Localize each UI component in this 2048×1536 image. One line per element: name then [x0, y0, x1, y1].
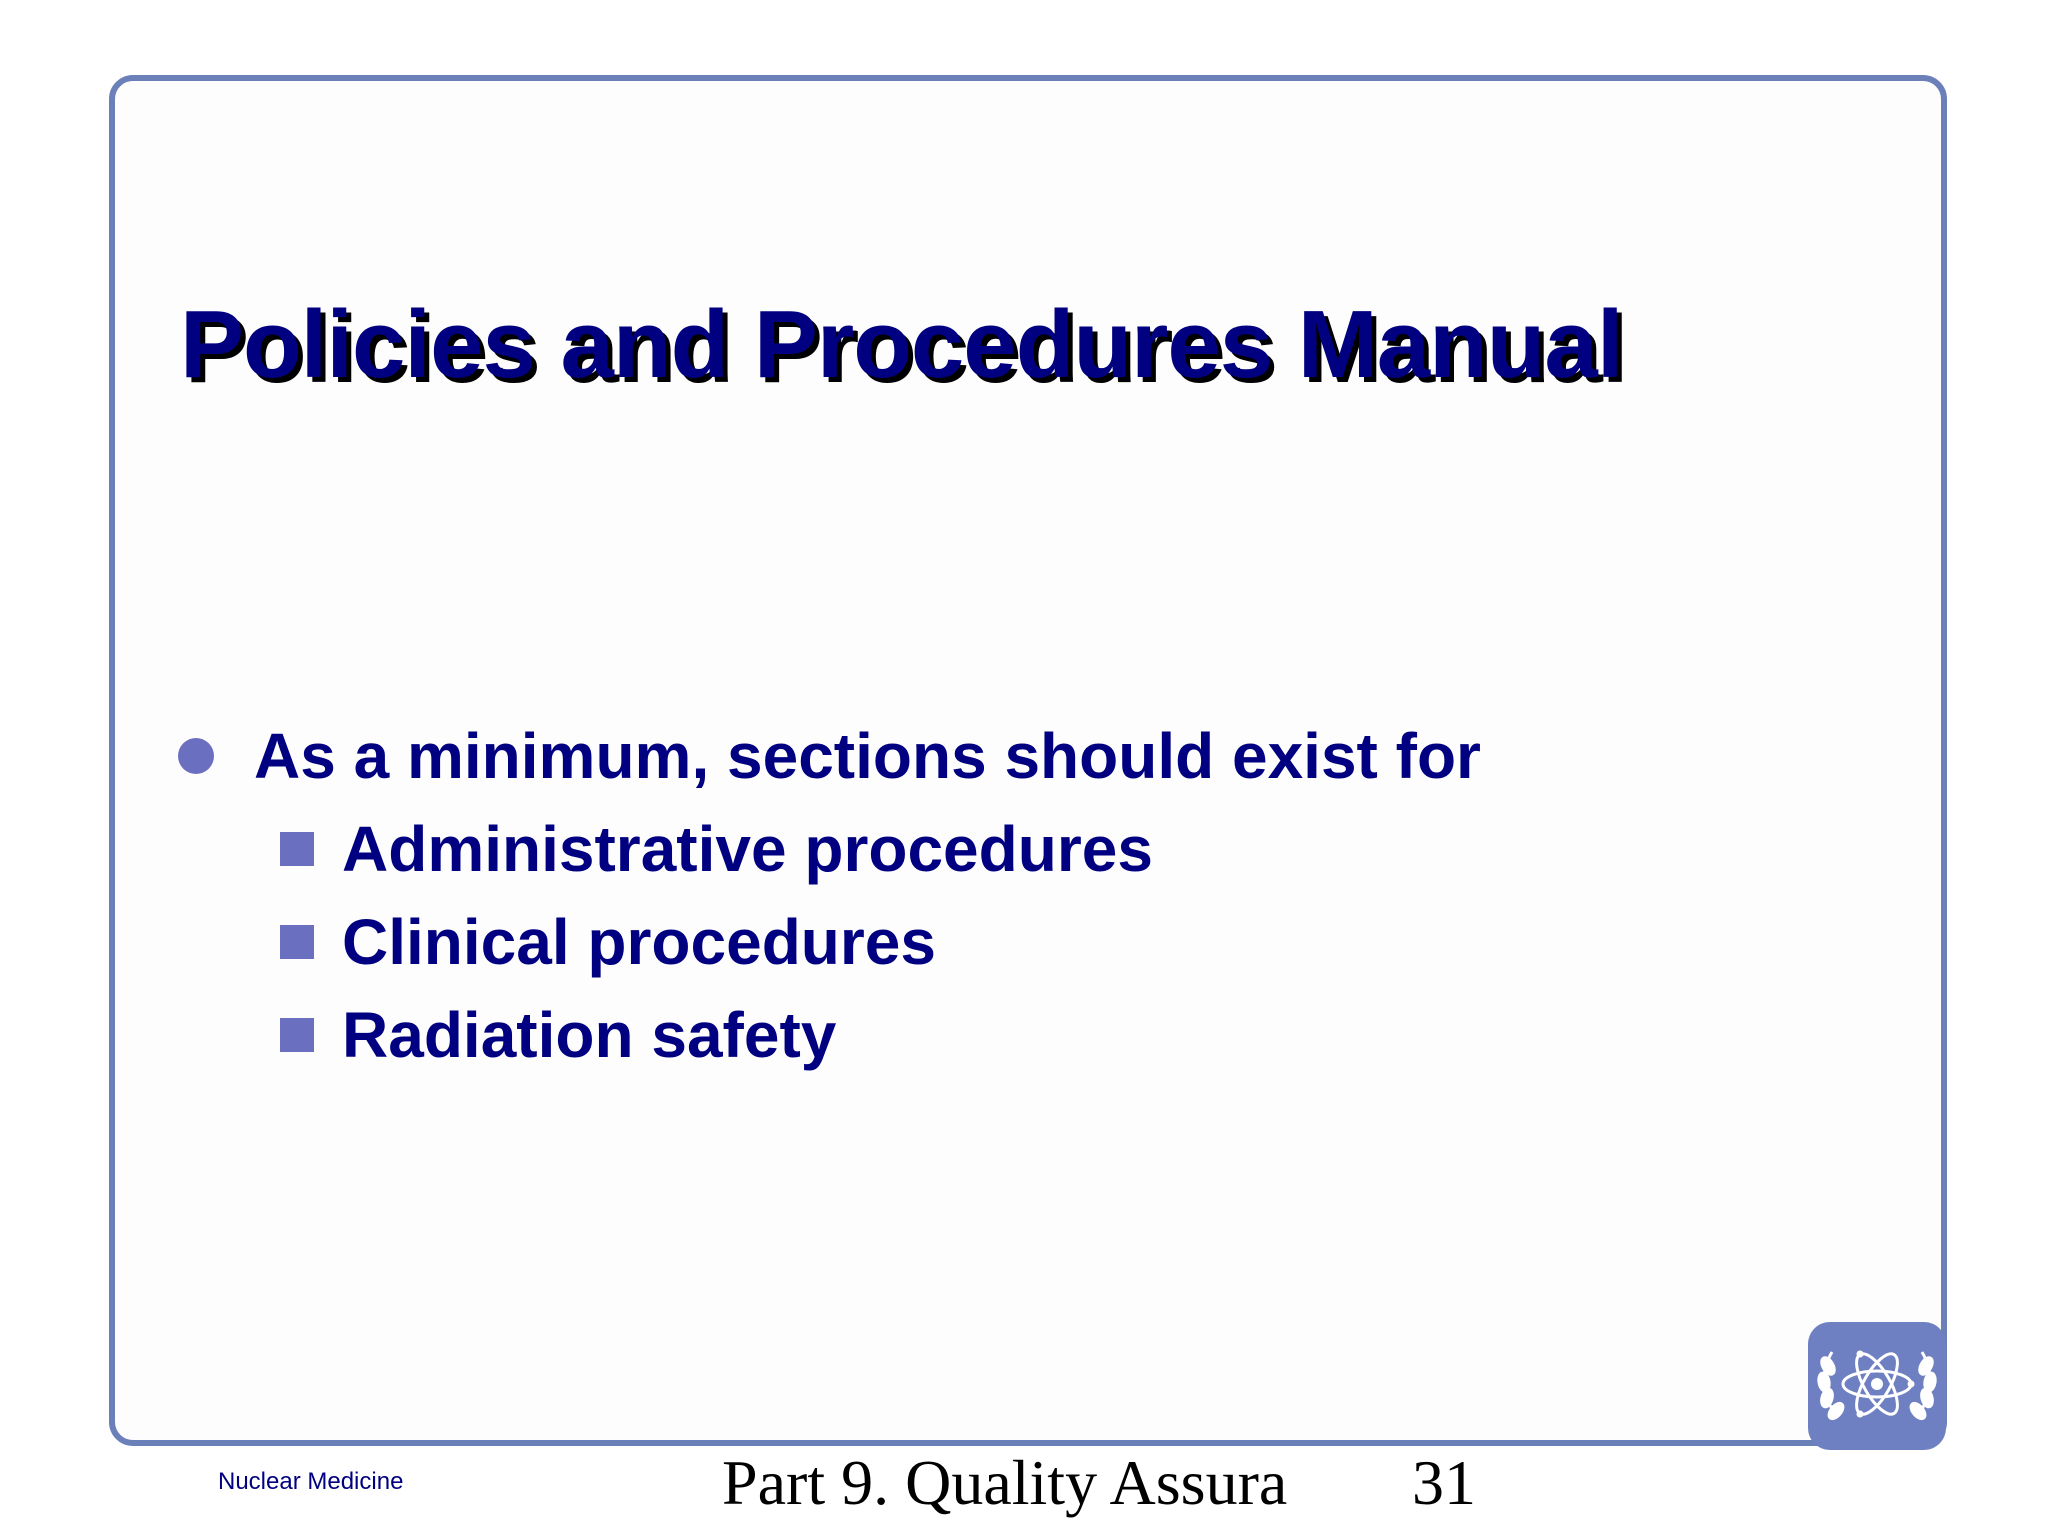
bullet-item [178, 710, 1678, 802]
slide-number: 31 [1412, 1447, 1476, 1518]
sub-bullet-text: Administrative procedures [342, 812, 1153, 885]
sub-bullet-item [280, 895, 1678, 988]
footer-course-name: Nuclear Medicine [218, 1468, 404, 1495]
square-bullet-icon [280, 925, 314, 959]
slide-title: Policies and Procedures Manual [180, 291, 1623, 398]
sub-bullet-item [280, 988, 1678, 1081]
bullet-text: As a minimum, sections should exist for [254, 720, 1481, 792]
round-bullet-icon [178, 738, 214, 774]
footer-section-title: Part 9. Quality Assura [722, 1448, 1288, 1518]
sub-bullet-text: Clinical procedures [342, 905, 936, 978]
sub-bullet-text: Radiation safety [342, 998, 837, 1071]
iaea-atom-logo-icon [1808, 1322, 1946, 1450]
bullet-list [178, 710, 1678, 1081]
sub-bullet-item [280, 802, 1678, 895]
square-bullet-icon [280, 1018, 314, 1052]
square-bullet-icon [280, 832, 314, 866]
